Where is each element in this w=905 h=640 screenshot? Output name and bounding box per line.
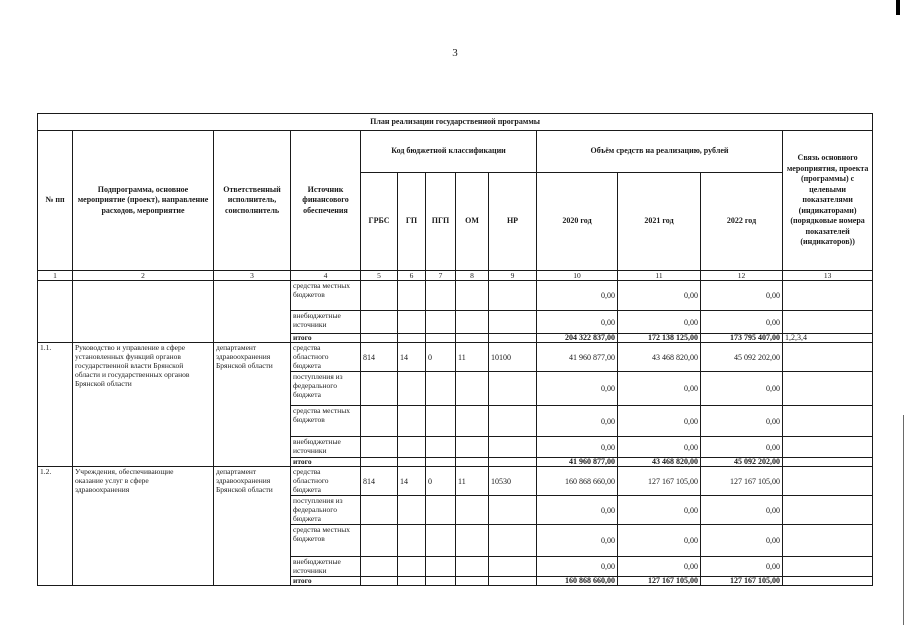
indicator-link-cell: 1,2,3,4	[783, 334, 873, 343]
amount-2021-cell: 172 138 125,00	[618, 334, 701, 343]
nr-cell	[489, 311, 537, 334]
page-number: 3	[452, 47, 458, 59]
amount-2020-cell: 0,00	[537, 525, 618, 557]
header-funds: Объём средств на реализацию, рублей	[537, 131, 783, 173]
gp-cell	[398, 525, 426, 557]
amount-2021-cell: 43 468 820,00	[618, 458, 701, 467]
column-number: 13	[783, 271, 873, 281]
nr-cell: 10100	[489, 343, 537, 372]
amount-2022-cell: 0,00	[701, 281, 783, 311]
gp-cell: 14	[398, 343, 426, 372]
grbs-cell: 814	[361, 467, 398, 496]
gp-cell	[398, 281, 426, 311]
om-cell: 11	[456, 467, 489, 496]
om-cell	[456, 577, 489, 586]
indicator-link-cell	[783, 496, 873, 525]
gp-cell	[398, 334, 426, 343]
executor-cell	[214, 281, 291, 343]
om-cell	[456, 311, 489, 334]
item-name-cell: Учреждения, обеспечивающие оказание услуг в сфере здравоохранения	[73, 467, 214, 586]
pgp-cell	[426, 557, 456, 577]
column-number: 7	[426, 271, 456, 281]
grbs-cell	[361, 577, 398, 586]
amount-2020-cell: 204 322 837,00	[537, 334, 618, 343]
gp-cell	[398, 557, 426, 577]
indicator-link-cell	[783, 281, 873, 311]
pgp-cell: 0	[426, 467, 456, 496]
om-cell	[456, 281, 489, 311]
indicator-link-cell	[783, 343, 873, 372]
header-subprogram: Подпрограмма, основное мероприятие (проект), направление расходов, мероприятие	[73, 131, 214, 271]
amount-2020-cell: 0,00	[537, 311, 618, 334]
source-cell: средства областного бюджета	[291, 343, 361, 372]
table-row	[38, 343, 873, 372]
source-cell: внебюджетные источники	[291, 437, 361, 458]
executor-cell: департамент здравоохранения Брянской области	[214, 467, 291, 586]
pgp-cell	[426, 311, 456, 334]
om-cell	[456, 437, 489, 458]
gp-cell	[398, 406, 426, 437]
nr-cell	[489, 372, 537, 406]
indicator-link-cell	[783, 525, 873, 557]
column-number: 8	[456, 271, 489, 281]
amount-2021-cell: 0,00	[618, 406, 701, 437]
grbs-cell	[361, 437, 398, 458]
nr-cell	[489, 406, 537, 437]
amount-2020-cell: 41 960 877,00	[537, 458, 618, 467]
indicator-link-cell	[783, 458, 873, 467]
column-number: 1	[38, 271, 73, 281]
om-cell	[456, 458, 489, 467]
source-cell: средства местных бюджетов	[291, 281, 361, 311]
indicator-link-cell	[783, 437, 873, 458]
amount-2020-cell: 0,00	[537, 557, 618, 577]
om-cell	[456, 557, 489, 577]
source-cell: итого	[291, 577, 361, 586]
item-number-cell	[38, 281, 73, 343]
amount-2021-cell: 43 468 820,00	[618, 343, 701, 372]
nr-cell	[489, 334, 537, 343]
grbs-cell: 814	[361, 343, 398, 372]
pgp-cell	[426, 281, 456, 311]
amount-2021-cell: 0,00	[618, 372, 701, 406]
source-cell: средства местных бюджетов	[291, 525, 361, 557]
source-cell: поступления из федерального бюджета	[291, 496, 361, 525]
amount-2022-cell: 173 795 407,00	[701, 334, 783, 343]
column-number-row	[38, 271, 873, 281]
item-number-cell: 1.2.	[38, 467, 73, 586]
gp-cell	[398, 372, 426, 406]
grbs-cell	[361, 281, 398, 311]
amount-2021-cell: 0,00	[618, 437, 701, 458]
om-cell: 11	[456, 343, 489, 372]
header-budget-code: Код бюджетной классификации	[361, 131, 537, 173]
amount-2022-cell: 45 092 202,00	[701, 343, 783, 372]
amount-2020-cell: 0,00	[537, 372, 618, 406]
amount-2021-cell: 0,00	[618, 525, 701, 557]
column-number: 3	[214, 271, 291, 281]
column-number: 9	[489, 271, 537, 281]
amount-2020-cell: 160 868 660,00	[537, 577, 618, 586]
nr-cell	[489, 437, 537, 458]
amount-2022-cell: 127 167 105,00	[701, 577, 783, 586]
om-cell	[456, 406, 489, 437]
grbs-cell	[361, 557, 398, 577]
program-plan-table	[37, 113, 873, 586]
amount-2022-cell: 0,00	[701, 496, 783, 525]
om-cell	[456, 334, 489, 343]
grbs-cell	[361, 311, 398, 334]
table-row	[38, 281, 873, 311]
grbs-cell	[361, 372, 398, 406]
source-cell: средства областного бюджета	[291, 467, 361, 496]
pgp-cell	[426, 458, 456, 467]
pgp-cell	[426, 437, 456, 458]
pgp-cell	[426, 406, 456, 437]
table-row	[38, 467, 873, 496]
amount-2022-cell: 0,00	[701, 406, 783, 437]
amount-2020-cell: 0,00	[537, 406, 618, 437]
amount-2022-cell: 0,00	[701, 311, 783, 334]
nr-cell	[489, 525, 537, 557]
header-pgp: ПГП	[426, 173, 456, 271]
amount-2022-cell: 0,00	[701, 525, 783, 557]
amount-2021-cell: 0,00	[618, 281, 701, 311]
amount-2021-cell: 0,00	[618, 496, 701, 525]
column-number: 5	[361, 271, 398, 281]
header-year-2022: 2022 год	[701, 173, 783, 271]
title-row	[38, 114, 873, 131]
source-cell: итого	[291, 334, 361, 343]
grbs-cell	[361, 334, 398, 343]
item-name-cell: Руководство и управление в сфере установленных функций органов государственной власти Брянской области и государственных органов Брянской области	[73, 343, 214, 467]
grbs-cell	[361, 406, 398, 437]
gp-cell	[398, 437, 426, 458]
grbs-cell	[361, 458, 398, 467]
scan-edge-line	[903, 415, 904, 625]
column-number: 2	[73, 271, 214, 281]
om-cell	[456, 372, 489, 406]
item-name-cell	[73, 281, 214, 343]
column-number: 4	[291, 271, 361, 281]
header-gp: ГП	[398, 173, 426, 271]
amount-2022-cell: 45 092 202,00	[701, 458, 783, 467]
pgp-cell: 0	[426, 343, 456, 372]
gp-cell	[398, 311, 426, 334]
amount-2020-cell: 0,00	[537, 281, 618, 311]
om-cell	[456, 496, 489, 525]
grbs-cell	[361, 496, 398, 525]
grbs-cell	[361, 525, 398, 557]
pgp-cell	[426, 577, 456, 586]
column-number: 12	[701, 271, 783, 281]
indicator-link-cell	[783, 467, 873, 496]
source-cell: итого	[291, 458, 361, 467]
executor-cell: департамент здравоохранения Брянской области	[214, 343, 291, 467]
column-number: 6	[398, 271, 426, 281]
source-cell: средства местных бюджетов	[291, 406, 361, 437]
header-num: № пп	[38, 131, 73, 271]
amount-2022-cell: 127 167 105,00	[701, 467, 783, 496]
gp-cell	[398, 496, 426, 525]
header-year-2020: 2020 год	[537, 173, 618, 271]
header-om: ОМ	[456, 173, 489, 271]
amount-2021-cell: 127 167 105,00	[618, 467, 701, 496]
amount-2021-cell: 0,00	[618, 311, 701, 334]
header-source: Источник финансового обеспечения	[291, 131, 361, 271]
nr-cell	[489, 496, 537, 525]
indicator-link-cell	[783, 577, 873, 586]
source-cell: поступления из федерального бюджета	[291, 372, 361, 406]
scan-mark	[896, 0, 900, 15]
amount-2022-cell: 0,00	[701, 437, 783, 458]
header-indicator-link: Связь основного мероприятия, проекта (программы) с целевыми показателями (индикаторами) (порядковые номера показателей (индикаторов))	[783, 131, 873, 271]
pgp-cell	[426, 525, 456, 557]
amount-2021-cell: 127 167 105,00	[618, 577, 701, 586]
indicator-link-cell	[783, 311, 873, 334]
amount-2020-cell: 160 868 660,00	[537, 467, 618, 496]
column-number: 11	[618, 271, 701, 281]
source-cell: внебюджетные источники	[291, 557, 361, 577]
amount-2021-cell: 0,00	[618, 557, 701, 577]
pgp-cell	[426, 372, 456, 406]
indicator-link-cell	[783, 557, 873, 577]
indicator-link-cell	[783, 372, 873, 406]
nr-cell	[489, 577, 537, 586]
amount-2022-cell: 0,00	[701, 557, 783, 577]
nr-cell	[489, 281, 537, 311]
header-row	[38, 131, 873, 173]
nr-cell	[489, 458, 537, 467]
nr-cell: 10530	[489, 467, 537, 496]
amount-2020-cell: 0,00	[537, 437, 618, 458]
nr-cell	[489, 557, 537, 577]
indicator-link-cell	[783, 406, 873, 437]
gp-cell: 14	[398, 467, 426, 496]
amount-2020-cell: 41 960 877,00	[537, 343, 618, 372]
header-year-2021: 2021 год	[618, 173, 701, 271]
amount-2022-cell: 0,00	[701, 372, 783, 406]
header-nr: НР	[489, 173, 537, 271]
column-number: 10	[537, 271, 618, 281]
source-cell: внебюджетные источники	[291, 311, 361, 334]
table-title: План реализации государственной программы	[38, 114, 873, 131]
item-number-cell: 1.1.	[38, 343, 73, 467]
om-cell	[456, 525, 489, 557]
header-executor: Ответственный исполнитель, соисполнитель	[214, 131, 291, 271]
header-grbs: ГРБС	[361, 173, 398, 271]
gp-cell	[398, 458, 426, 467]
amount-2020-cell: 0,00	[537, 496, 618, 525]
pgp-cell	[426, 496, 456, 525]
gp-cell	[398, 577, 426, 586]
pgp-cell	[426, 334, 456, 343]
